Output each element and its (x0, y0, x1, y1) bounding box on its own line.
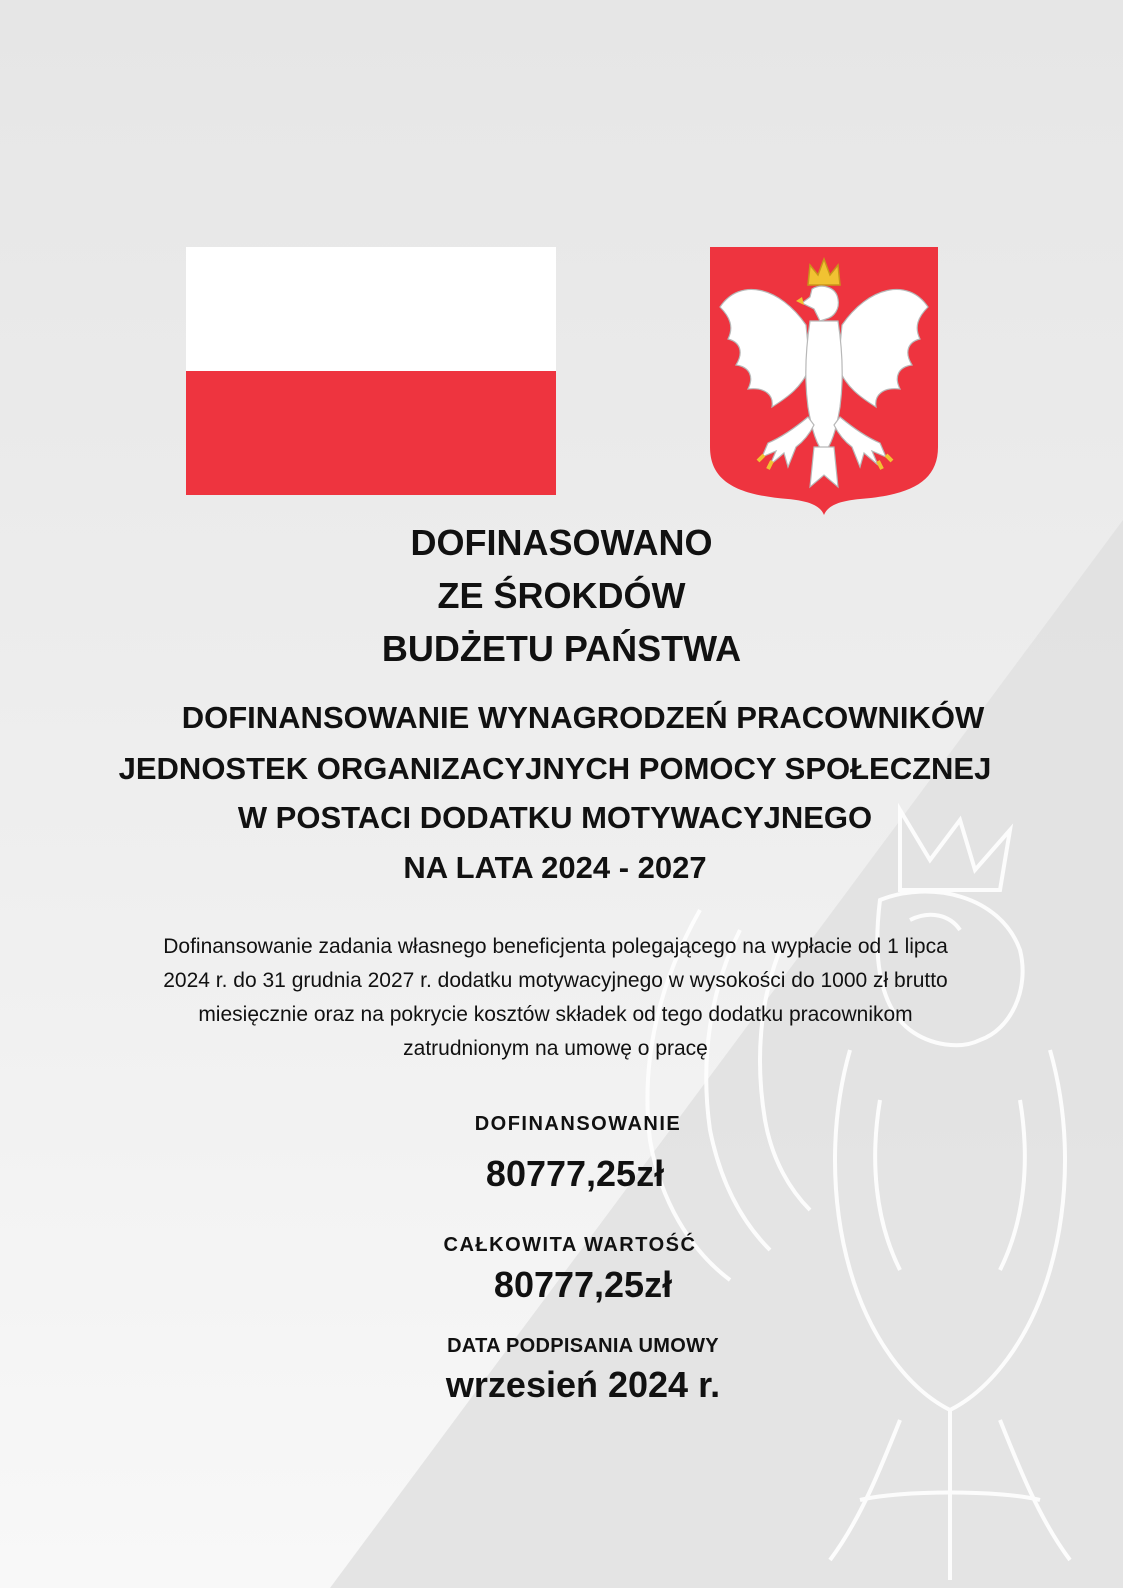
signing-date-label: DATA PODPISANIA UMOWY (447, 1335, 719, 1357)
flag-white-stripe (186, 247, 556, 371)
flag-red-stripe (186, 371, 556, 495)
funding-label: DOFINANSOWANIE (474, 1113, 682, 1135)
program-title-line: JEDNOSTEK ORGANIZACYJNYCH POMOCY SPOŁECZNEJ (118, 751, 992, 786)
coat-of-arms-icon (710, 247, 938, 515)
flag-of-poland-icon (186, 247, 556, 495)
total-value-label: CAŁKOWITA WARTOŚĆ (443, 1234, 697, 1256)
description-line: zatrudnionym na umowę o pracę (403, 1037, 708, 1060)
description-line: 2024 r. do 31 grudnia 2027 r. dodatku motywacyjnego w wysokości do 1000 zł brutto (163, 969, 948, 992)
headline-line: DOFINASOWANO (410, 522, 713, 563)
description-line: miesięcznie oraz na pokrycie kosztów składek od tego dodatku pracownikom (198, 1003, 913, 1026)
signing-date-value: wrzesień 2024 r. (445, 1364, 721, 1405)
program-title-line: DOFINANSOWANIE WYNAGRODZEŃ PRACOWNIKÓW (181, 700, 985, 735)
total-value-amount: 80777,25zł (493, 1264, 673, 1305)
description (0, 930, 1111, 1066)
program-title-line: NA LATA 2024 - 2027 (403, 850, 707, 885)
funding-amount: 80777,25zł (485, 1153, 665, 1194)
description-line: Dofinansowanie zadania własnego beneficjenta polegającego na wypłacie od 1 lipca (163, 935, 948, 958)
headline-line: ZE ŚROKDÓW (437, 575, 686, 616)
headline-line: BUDŻETU PAŃSTWA (381, 628, 742, 669)
headline (0, 516, 1123, 675)
program-title-line: W POSTACI DODATKU MOTYWACYJNEGO (237, 800, 873, 835)
